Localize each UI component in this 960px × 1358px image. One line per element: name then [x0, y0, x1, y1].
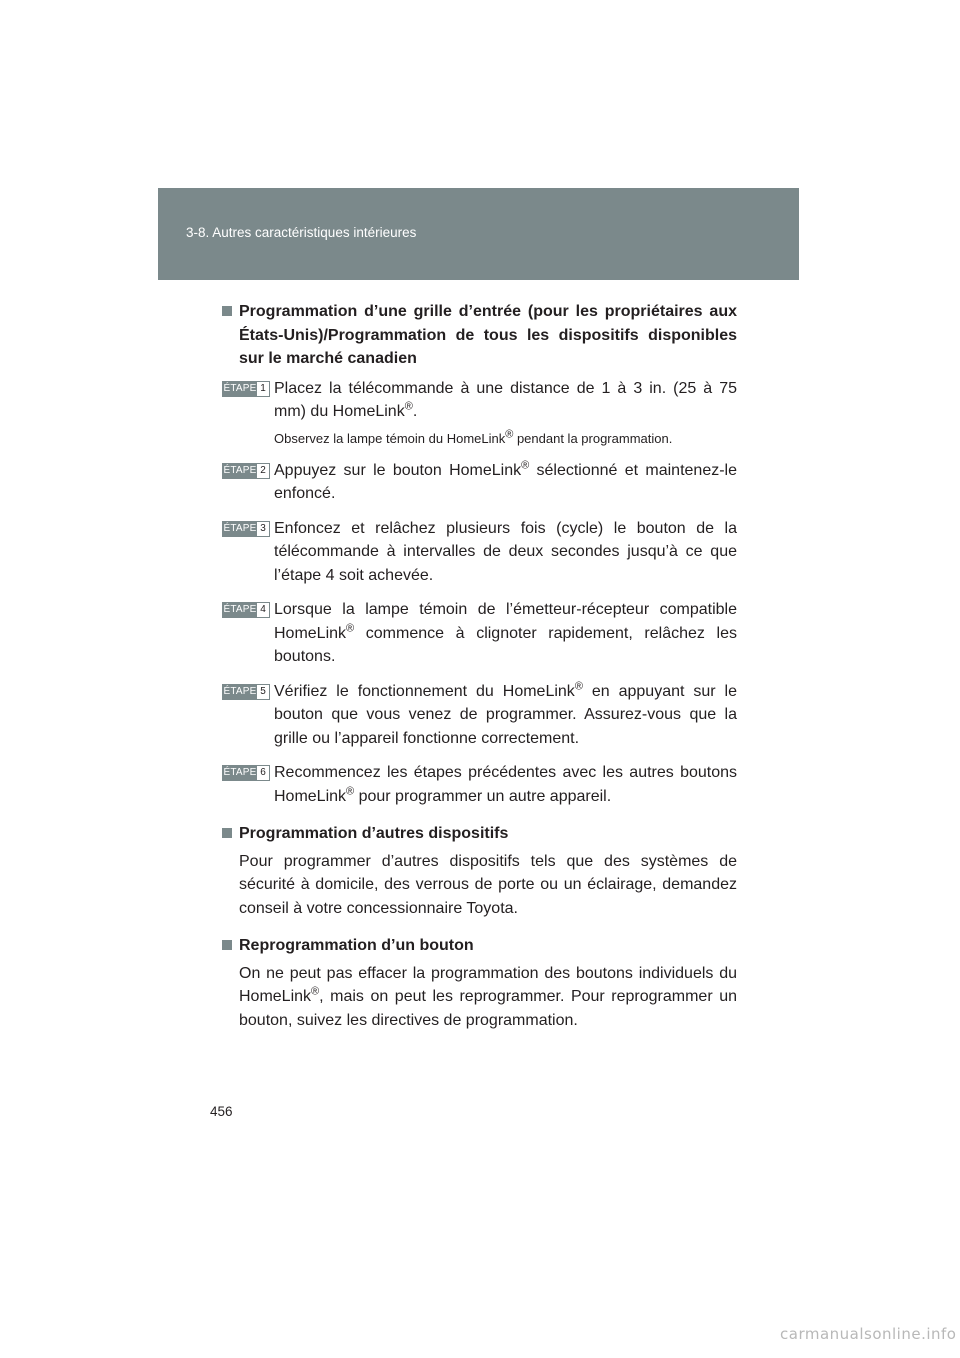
- registered-mark: ®: [574, 680, 583, 693]
- step-text-end: commence à clignoter rapidement, relâchez les boutons.: [274, 624, 737, 665]
- step-badge: [222, 684, 270, 700]
- step-badge: [222, 463, 270, 479]
- step-1: [222, 377, 737, 448]
- page-number: 456: [210, 1104, 233, 1119]
- step-badge-number: 3: [257, 522, 269, 536]
- step-text: Vérifiez le fonctionnement du HomeLink: [274, 682, 575, 700]
- registered-mark: ®: [346, 785, 355, 798]
- step-badge-label: ÉTAPE: [223, 464, 257, 476]
- note-text: Observez la lampe témoin du HomeLink: [274, 430, 506, 446]
- step-4: [222, 598, 737, 669]
- step-badge-label: ÉTAPE: [223, 767, 257, 778]
- section-title: Programmation d’une grille d’entrée (pour les propriétaires aux États-Unis)/Programmation de tous les dispositifs disponibles sur le marché canadien: [239, 303, 737, 367]
- section-body: Pour programmer d’autres dispositifs tels que des systèmes de sécurité à domicile, des verrous de porte ou un éclairage, demandez conseil à votre concessionnaire Toyota.: [239, 852, 737, 917]
- registered-mark: ®: [505, 428, 514, 441]
- step-badge-number: 2: [257, 464, 269, 478]
- registered-mark: ®: [521, 459, 530, 472]
- section-body: [222, 962, 737, 1033]
- step-badge: [222, 381, 270, 397]
- step-text: Enfoncez et relâchez plusieurs fois (cycle) le bouton de la télécommande à intervalles de deux secondes jusqu’à ce que l’étape 4 soit achevée.: [274, 519, 737, 584]
- step-note: [274, 430, 737, 448]
- step-badge-number: 4: [257, 603, 269, 617]
- step-3: [222, 517, 737, 588]
- note-text-end: pendant la programmation.: [513, 430, 673, 446]
- step-badge-label: ÉTAPE: [223, 685, 257, 697]
- square-bullet-icon: [222, 828, 232, 838]
- step-text-end: pour programmer un autre appareil.: [354, 787, 612, 805]
- step-badge-label: ÉTAPE: [223, 604, 257, 615]
- chapter-header-band: [158, 188, 799, 280]
- step-text-end: .: [412, 403, 418, 420]
- registered-mark: ®: [404, 400, 413, 413]
- registered-mark: ®: [311, 985, 320, 998]
- chapter-title: 3-8. Autres caractéristiques intérieures: [186, 225, 417, 240]
- square-bullet-icon: [222, 306, 232, 316]
- step-badge: [222, 521, 270, 537]
- step-text: Lorsque la lampe témoin de l’émetteur-récepteur compatible HomeLink: [274, 601, 737, 642]
- body-text-end: , mais on peut les reprogrammer. Pour reprogrammer un bouton, suivez les directives de programmation.: [239, 988, 737, 1029]
- square-bullet-icon: [222, 940, 232, 950]
- step-badge-label: ÉTAPE: [223, 522, 257, 534]
- step-2: [222, 459, 737, 506]
- step-6: [222, 761, 737, 808]
- page-content: [222, 300, 737, 1032]
- step-badge-number: 5: [257, 685, 269, 699]
- step-text: Recommencez les étapes précédentes avec les autres boutons HomeLink: [274, 764, 737, 805]
- step-badge: [222, 602, 270, 618]
- registered-mark: ®: [346, 622, 355, 635]
- watermark-link[interactable]: carmanualsonline.info: [780, 1325, 957, 1343]
- section-heading: [222, 822, 737, 846]
- step-5: [222, 680, 737, 751]
- body-text: On ne peut pas effacer la programmation des boutons individuels du HomeLink: [239, 964, 737, 1005]
- step-text-end: sélectionné et maintenez-le enfoncé.: [274, 461, 737, 502]
- section-title: Reprogrammation d’un bouton: [239, 937, 474, 954]
- step-text: Appuyez sur le bouton HomeLink: [274, 461, 522, 479]
- step-text-end: en appuyant sur le bouton que vous venez de programmer. Assurez-vous que la grille ou l’appareil fonctionne correctement.: [274, 682, 737, 747]
- step-badge: [222, 765, 270, 781]
- section-heading: [222, 300, 737, 371]
- step-badge-number: 1: [257, 382, 269, 396]
- section-heading: [222, 934, 737, 958]
- step-badge-label: ÉTAPE: [223, 382, 257, 394]
- step-badge-number: 6: [257, 766, 269, 780]
- step-text: Placez la télécommande à une distance de 1 à 3 in. (25 à 75 mm) du HomeLink: [274, 379, 737, 420]
- section-title: Programmation d’autres dispositifs: [239, 825, 509, 842]
